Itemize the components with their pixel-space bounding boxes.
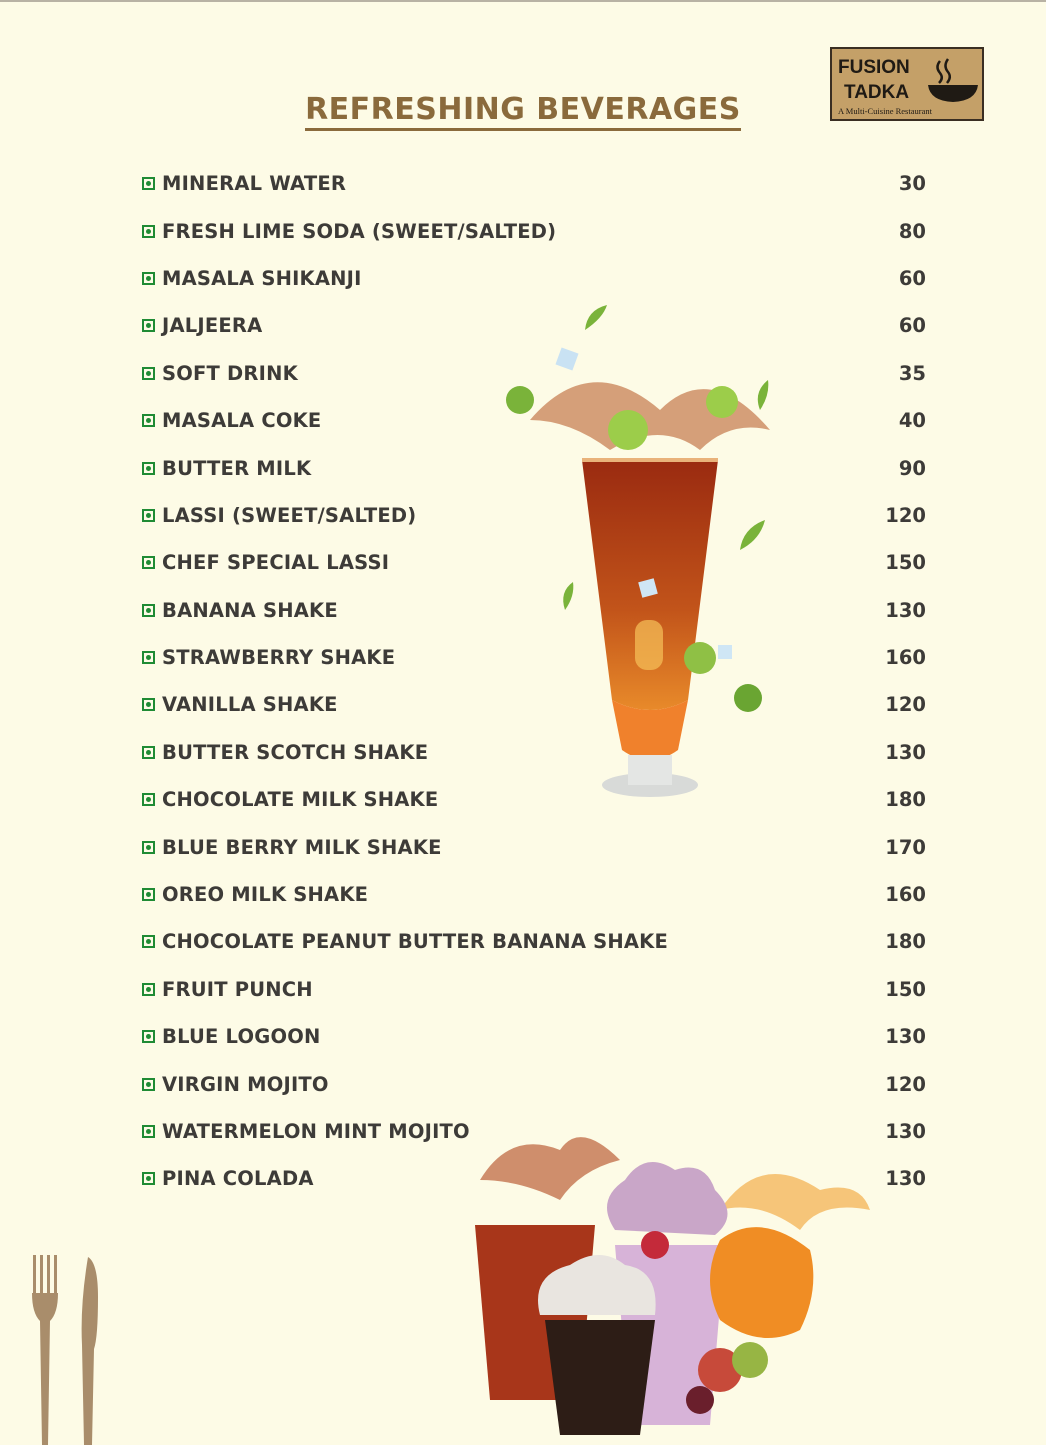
- menu-item: [142, 1060, 926, 1107]
- menu-item: [142, 302, 926, 349]
- menu-item-price: 90: [898, 456, 926, 480]
- fork-icon: [32, 1255, 58, 1445]
- menu-item-price: 120: [885, 693, 926, 717]
- menu-item: [142, 634, 926, 681]
- veg-symbol-icon: [142, 367, 155, 380]
- veg-symbol-icon: [142, 841, 155, 854]
- menu-item-price: 170: [885, 835, 926, 859]
- menu-item-name: PINA COLADA: [162, 1167, 314, 1191]
- menu-item: [142, 1013, 926, 1060]
- menu-item: [142, 492, 926, 539]
- menu-item-price: 130: [885, 740, 926, 764]
- menu-item: [142, 255, 926, 302]
- menu-item-name: LASSI (SWEET/SALTED): [162, 503, 417, 527]
- menu-item: [142, 1108, 926, 1155]
- menu-item: [142, 397, 926, 444]
- veg-symbol-icon: [142, 462, 155, 475]
- menu-item-price: 130: [885, 598, 926, 622]
- menu-item-price: 35: [898, 361, 926, 385]
- menu-item-name: FRUIT PUNCH: [162, 977, 313, 1001]
- menu-item-name: BUTTER MILK: [162, 456, 312, 480]
- menu-item-name: CHEF SPECIAL LASSI: [162, 551, 390, 575]
- menu-item-price: 160: [885, 883, 926, 907]
- section-title: REFRESHING BEVERAGES: [0, 92, 1046, 127]
- beverage-menu-list: [142, 160, 926, 1203]
- menu-item-price: 180: [885, 788, 926, 812]
- menu-item-name: BLUE BERRY MILK SHAKE: [162, 835, 442, 859]
- menu-item: [142, 966, 926, 1013]
- menu-item-price: 80: [898, 219, 926, 243]
- menu-item: [142, 681, 926, 728]
- menu-item-name: STRAWBERRY SHAKE: [162, 646, 396, 670]
- veg-symbol-icon: [142, 698, 155, 711]
- menu-item-name: FRESH LIME SODA (SWEET/SALTED): [162, 219, 557, 243]
- top-rule: [0, 0, 1046, 2]
- veg-symbol-icon: [142, 935, 155, 948]
- menu-item-price: 130: [885, 1025, 926, 1049]
- veg-symbol-icon: [142, 1078, 155, 1091]
- menu-item-name: CHOCOLATE MILK SHAKE: [162, 788, 439, 812]
- veg-symbol-icon: [142, 746, 155, 759]
- menu-item-price: 30: [898, 172, 926, 196]
- menu-item-price: 130: [885, 1167, 926, 1191]
- menu-item-price: 60: [898, 266, 926, 290]
- veg-symbol-icon: [142, 651, 155, 664]
- menu-item: [142, 871, 926, 918]
- veg-symbol-icon: [142, 319, 155, 332]
- veg-symbol-icon: [142, 604, 155, 617]
- menu-item: [142, 539, 926, 586]
- menu-item-name: VIRGIN MOJITO: [162, 1072, 329, 1096]
- cutlery-icon: [28, 1255, 108, 1445]
- menu-item-price: 130: [885, 1120, 926, 1143]
- logo-line-1: FUSION: [838, 57, 910, 78]
- menu-item: [142, 1155, 926, 1202]
- menu-item-name: MINERAL WATER: [162, 172, 347, 196]
- menu-item-name: WATERMELON MINT MOJITO: [162, 1120, 470, 1143]
- logo-line-2: TADKA: [844, 82, 910, 103]
- menu-item-name: MASALA COKE: [162, 409, 322, 433]
- menu-item-price: 120: [885, 1072, 926, 1096]
- veg-symbol-icon: [142, 556, 155, 569]
- menu-item-price: 150: [885, 551, 926, 575]
- veg-symbol-icon: [142, 1172, 155, 1185]
- menu-item-price: 150: [885, 977, 926, 1001]
- menu-item-name: BLUE LOGOON: [162, 1025, 321, 1049]
- veg-symbol-icon: [142, 414, 155, 427]
- menu-item: [142, 350, 926, 397]
- menu-item-name: CHOCOLATE PEANUT BUTTER BANANA SHAKE: [162, 930, 668, 954]
- veg-symbol-icon: [142, 509, 155, 522]
- menu-item-name: MASALA SHIKANJI: [162, 266, 362, 290]
- menu-item-price: 160: [885, 646, 926, 670]
- menu-item-name: SOFT DRINK: [162, 361, 298, 385]
- menu-item: [142, 729, 926, 776]
- menu-item-price: 120: [885, 503, 926, 527]
- veg-symbol-icon: [142, 1030, 155, 1043]
- menu-item: [142, 776, 926, 823]
- menu-item-name: VANILLA SHAKE: [162, 693, 338, 717]
- menu-item-name: OREO MILK SHAKE: [162, 883, 369, 907]
- menu-item-name: JALJEERA: [162, 314, 263, 338]
- veg-symbol-icon: [142, 983, 155, 996]
- veg-symbol-icon: [142, 793, 155, 806]
- menu-item-price: 180: [885, 930, 926, 954]
- menu-item-name: BANANA SHAKE: [162, 598, 338, 622]
- veg-symbol-icon: [142, 888, 155, 901]
- veg-symbol-icon: [142, 1125, 155, 1138]
- menu-item: [142, 823, 926, 870]
- veg-symbol-icon: [142, 272, 155, 285]
- menu-item: [142, 207, 926, 254]
- menu-item: [142, 918, 926, 965]
- menu-item: [142, 160, 926, 207]
- menu-item-price: 40: [898, 409, 926, 433]
- menu-item-price: 60: [898, 314, 926, 338]
- menu-item-name: BUTTER SCOTCH SHAKE: [162, 740, 429, 764]
- veg-symbol-icon: [142, 177, 155, 190]
- veg-symbol-icon: [142, 225, 155, 238]
- knife-icon: [82, 1257, 98, 1445]
- menu-item: [142, 444, 926, 491]
- logo-tagline: A Multi-Cuisine Restaurant: [838, 106, 932, 116]
- menu-item: [142, 587, 926, 634]
